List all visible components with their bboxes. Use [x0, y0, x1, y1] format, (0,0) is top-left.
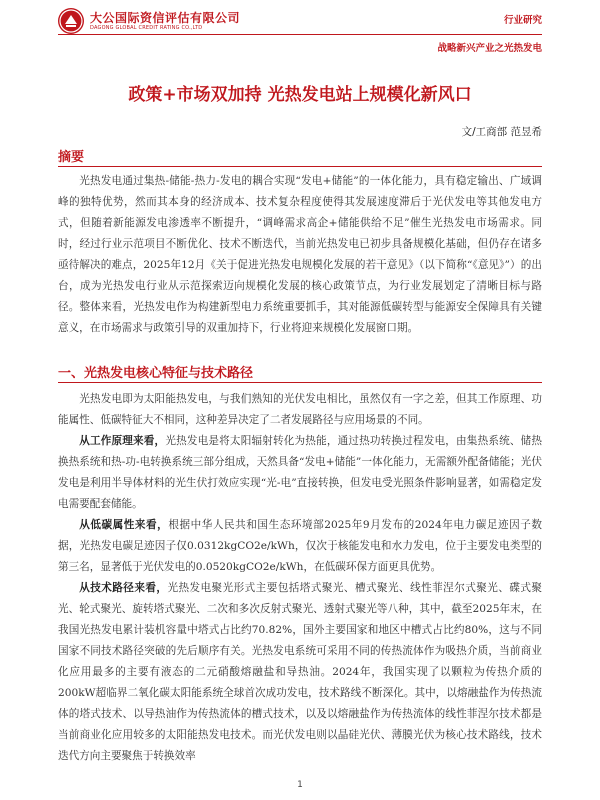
- page-title: 政策+市场双加持 光热发电站上规模化新风口: [128, 85, 472, 105]
- company-logo: [58, 8, 240, 34]
- abstract-paragraph: 光热发电通过集热-储能-热力-发电的耦合实现“发电+储能”的一体化能力，具有稳定输出、广域调峰的独特优势，然而其本身的经济成本、技术复杂程度使得其发展速度滞后于光伏发电等其他发电方式，但随着新能源发电渗透率不断提升，“调峰需求高企+储能供给不足”催生光热发电市场需求。同时，经过行业示范项目不断优化、技术不断迭代，当前光热发电已初步具备规模化基础，但仍存在诸多亟待解决的难点，2025年12月《关于促进光热发电规模化发展的若干意见》（以下简称“《意见》”）的出台，成为光热发电行业从示范探索迈向规模化发展的核心政策节点，为行业发展划定了清晰目标与路径。整体来看，光热发电作为构建新型电力系统重要抓手，其对能源低碳转型与能源安全保障具有关键意义，在市场需求与政策引导的双重加持下，行业将迎来规模化发展窗口期。: [58, 175, 542, 334]
- logo-emblem-icon: [58, 8, 84, 34]
- abstract-divider: [58, 166, 542, 167]
- logo-english-name: DAGONG GLOBAL CREDIT RATING CO.,LTD: [90, 24, 203, 31]
- page-number: 1: [297, 780, 303, 790]
- section-heading: 一、光热发电核心特征与技术路径: [58, 366, 254, 381]
- paragraph-lead: 从技术路径来看，: [79, 582, 168, 594]
- technical-route-paragraph: [58, 578, 542, 767]
- paragraph-text: 光热发电聚光形式主要包括塔式聚光、槽式聚光、线性菲涅尔式聚光、碟式聚光、轮式聚光、旋转塔式聚光、二次和多次反射式聚光、透射式聚光等八种，其中，截至2025年末，在我国光热发电累计装机容量中塔式占比约70.82%，国外主要国家和地区中槽式占比约80%，这与不同国家不同技术路径突破的先后顺序有关。光热发电系统可采用不同的传热流体作为吸热介质，当前商业化应用最多的主要有液态的二元硝酸熔融盐和导热油。2024年，我国实现了以颗粒为传热介质的200kW超临界二氧化碳太阳能系统全球首次成功发电，技术路线不断深化。其中，以熔融盐作为传热流体的塔式技术、以导热油作为传热流体的槽式技术，以及以熔融盐作为传热流体的线性菲涅尔技术都是当前商业化应用较多的太阳能热发电技术。而光伏发电则以晶硅光伏、薄膜光伏为核心技术路线，技术迭代方向主要聚焦于转换效率: [58, 582, 543, 762]
- report-type-label: 行业研究: [503, 15, 542, 26]
- logo-chinese-name: 大公国际资信评估有限公司: [90, 10, 241, 25]
- paragraph-text: 光热发电是将太阳辐射转化为热能，通过热功转换过程发电，由集热系统、储热换热系统和热-功-电转换系统三部分组成，天然具备“发电+储能”一体化能力，无需额外配备储能；光伏发电是利用半导体材料的光生伏打效应实现“光-电”直接转换，但发电受光照条件影响显著，如需稳定发电需要配套储能。: [58, 435, 543, 510]
- paragraph-lead: 从低碳属性来看，: [79, 519, 169, 531]
- author-line: 文/工商部 范昱希: [461, 126, 542, 138]
- paragraph-text: 根据中华人民共和国生态环境部2025年9月发布的2024年电力碳足迹因子数据，光热发电碳足迹因子仅0.0312kgCO2e/kWh，仅次于核能发电和水力发电，位于主要发电类型的第三名，显著低于光伏发电的0.0520kgCO2e/kWh，在低碳环保方面更具优势。: [58, 519, 542, 573]
- paragraph-lead: 从工作原理来看，: [79, 435, 166, 447]
- report-topic-label: 战略新兴产业之光热发电: [437, 43, 542, 54]
- abstract-heading: 摘要: [58, 150, 85, 165]
- intro-paragraph: 光热发电即为太阳能热发电，与我们熟知的光伏发电相比，虽然仅有一字之差，但其工作原理、功能属性、低碳特征大不相同，这种差异决定了二者发展路径与应用场景的不同。: [58, 393, 542, 426]
- header-divider: [58, 34, 542, 35]
- low-carbon-paragraph: [58, 515, 542, 578]
- working-principle-paragraph: [58, 431, 542, 515]
- section-divider: [58, 382, 542, 383]
